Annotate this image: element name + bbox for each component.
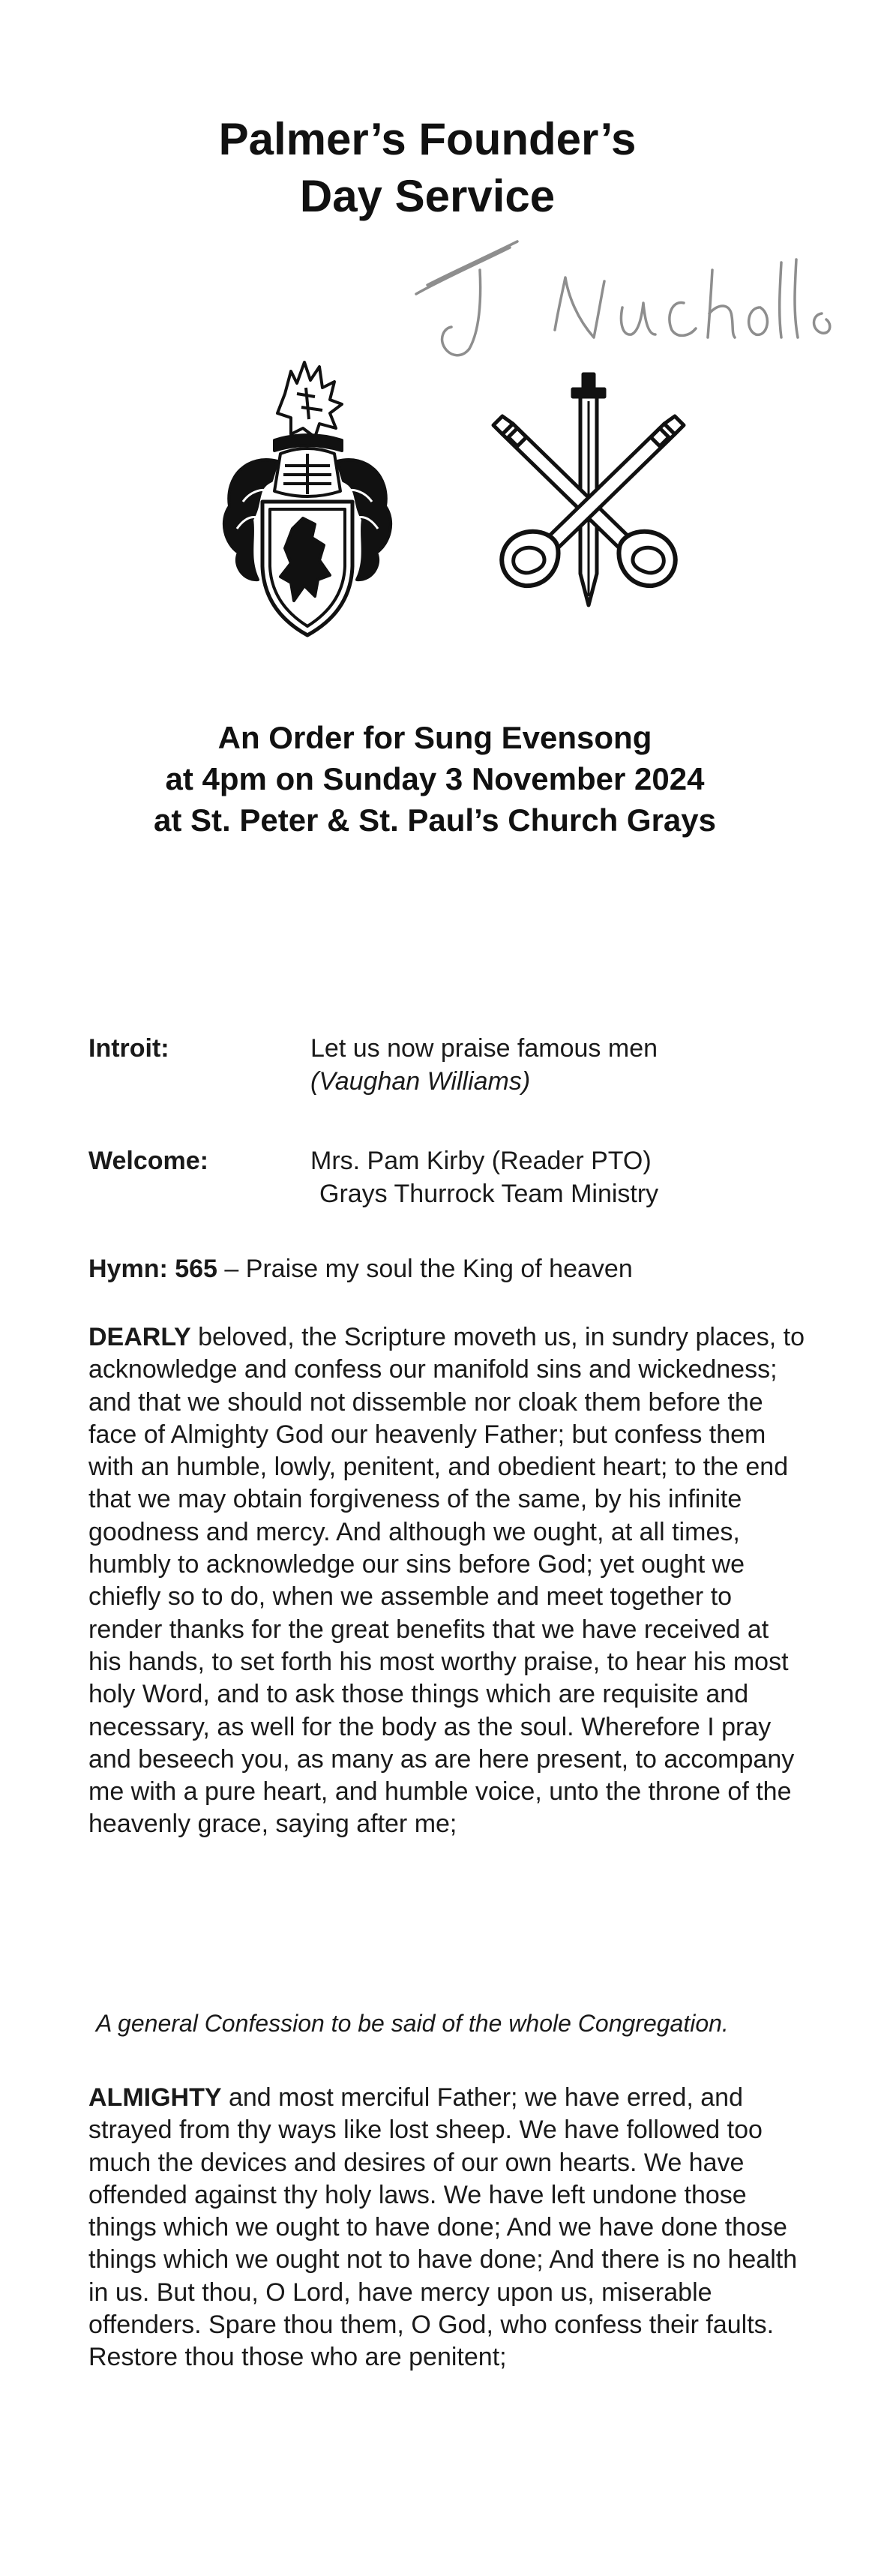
exhortation-text: beloved, the Scripture moveth us, in sundry places, to acknowledge and confess our manifold sins and wickedness; and that we should not dissemble nor cloak them before the face of Almighty God our heavenly Father; but confess them with an humble, lowly, penitent, and obedient heart; to the end that we may obtain forgiveness of the same, by his infinite goodness and mercy. And although we ought, at all times, humbly to acknowledge our sins before God; yet ought we chiefly so to do, when we assemble and meet together to render thanks for the great benefits that we have received at his hands, to set forth his most worthy praise, to hear his most holy Word, and to ask those things which are requisite and necessary, as well for the body as the soul. Wherefore I pray and beseech you, as many as are here present, to accompany me with a pure heart, and humble voice, unto the throne of the heavenly grace, saying after me; xyxy=(88,1323,805,1839)
exhortation-lead-word: DEARLY xyxy=(88,1323,191,1351)
introit-composer: (Vaughan Williams) xyxy=(310,1067,531,1096)
school-crest-icon xyxy=(202,341,412,641)
exhortation-paragraph xyxy=(88,1321,808,1841)
introit-label: Introit: xyxy=(88,1034,169,1063)
page-title xyxy=(0,111,855,225)
confession-paragraph xyxy=(88,2082,808,2374)
service-heading-line-1: An Order for Sung Evensong xyxy=(217,720,652,755)
hymn-line xyxy=(88,1252,633,1285)
title-line-1: Palmer’s Founder’s xyxy=(218,114,637,164)
title-line-2: Day Service xyxy=(299,171,556,221)
confession-text: and most merciful Father; we have erred, and strayed from thy ways like lost sheep. We have followed too much the devices and desires of our own hearts. We have offended against thy holy laws. We have left undone those things which we ought to have done; And we have done those things which we ought not to have done; And there is no health in us. But thou, O Lord, have mercy upon us, miserable offenders. Spare thou them, O God, who confess their faults. Restore thou those who are penitent; xyxy=(88,2083,798,2372)
hymn-label: Hymn: 565 xyxy=(88,1255,217,1283)
confession-lead-word: ALMIGHTY xyxy=(88,2083,222,2112)
welcome-ministry: Grays Thurrock Team Ministry xyxy=(319,1180,659,1208)
introit-title: Let us now praise famous men xyxy=(310,1034,658,1063)
crossed-keys-sword-icon xyxy=(487,371,690,611)
hymn-title: – Praise my soul the King of heaven xyxy=(217,1255,633,1283)
confession-rubric: A general Confession to be said of the whole Congregation. xyxy=(96,2010,729,2037)
service-heading xyxy=(0,717,870,841)
service-heading-line-2: at 4pm on Sunday 3 November 2024 xyxy=(165,761,705,796)
handwritten-signature xyxy=(397,225,840,375)
welcome-name: Mrs. Pam Kirby (Reader PTO) xyxy=(310,1147,652,1175)
welcome-value xyxy=(310,1144,658,1210)
introit-value xyxy=(310,1032,658,1098)
welcome-label: Welcome: xyxy=(88,1147,208,1175)
service-heading-line-3: at St. Peter & St. Paul’s Church Grays xyxy=(153,802,716,838)
